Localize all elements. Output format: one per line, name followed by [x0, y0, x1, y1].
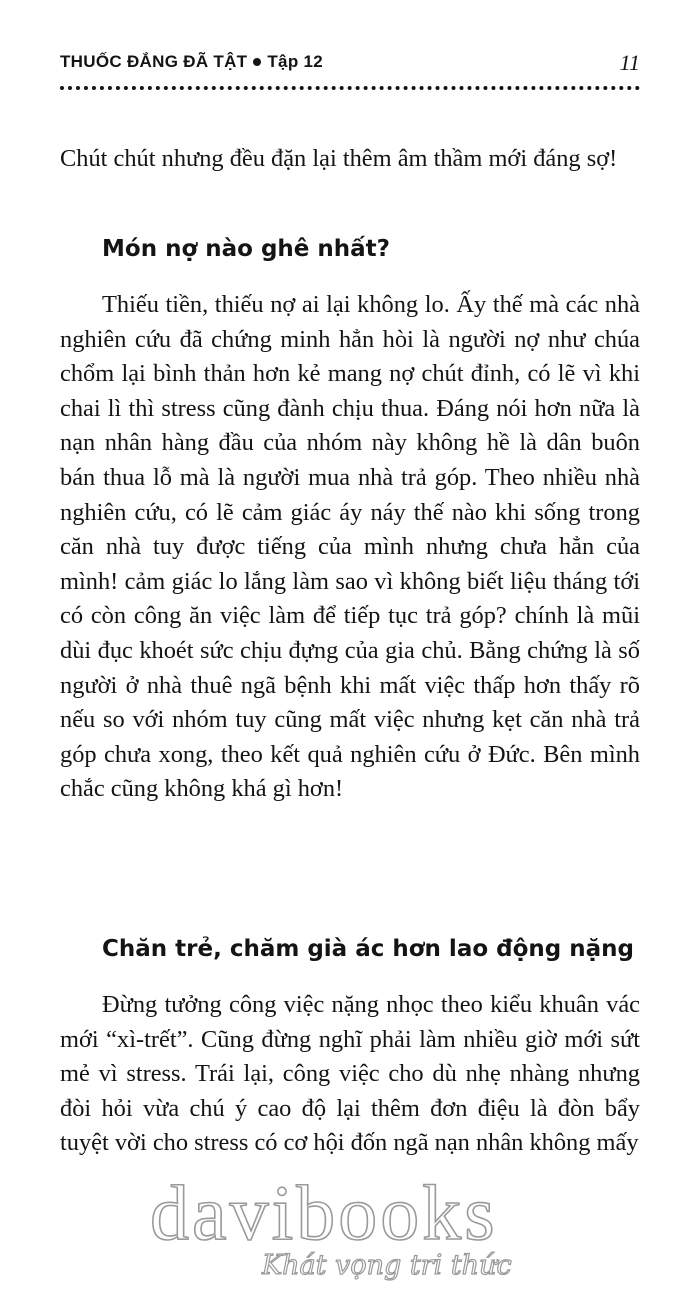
paragraph-2: Thiếu tiền, thiếu nợ ai lại không lo. Ấy thế mà các nhà nghiên cứu đã chứng minh hẳn hòi là người nợ như chúa chổm lại bình thản hơn kẻ mang nợ chút đỉnh, có lẽ vì khi chai lì thì stress cũng đành chịu thua. Đáng nói hơn nữa là nạn nhân hàng đầu của nhóm này không hề là dân buôn bán thua lỗ mà là người mua nhà trả góp. Theo nhiều nhà nghiên cứu, có lẽ cảm giác áy náy thế nào khi sống trong căn nhà tuy được tiếng của mình nhưng chưa hẳn của mình! cảm giác lo lắng làm sao vì không biết liệu tháng tới có còn công ăn việc làm để tiếp tục trả góp? chính là mũi dùi đục khoét sức chịu đựng của gia chủ. Bằng chứng là số người ở nhà thuê ngã bệnh khi mất việc thấp hơn thấy rõ nếu so với nhóm tuy cũng mất việc nhưng kẹt căn nhà trả góp chưa xong, theo kết quả nghiên cứu ở Đức. Bên mình chắc cũng không khá gì hơn!	[60, 291, 640, 803]
volume-label: Tập 12	[267, 52, 324, 71]
watermark-logo: davibooks	[150, 1169, 498, 1256]
bullet-icon	[253, 58, 261, 66]
publisher-watermark	[0, 1170, 700, 1290]
book-title: THUỐC ĐẮNG ĐÃ TẬT	[60, 52, 248, 71]
section-heading-2: Chăn trẻ, chăm già ác hơn lao động nặng	[102, 936, 634, 962]
running-header	[60, 50, 640, 76]
header-divider	[60, 86, 640, 90]
section-heading-1: Món nợ nào ghê nhất?	[102, 236, 391, 262]
watermark-slogan: Khát vọng tri thức	[262, 1250, 512, 1281]
page-number: 11	[619, 50, 640, 75]
running-title	[60, 52, 323, 72]
paragraph-1: Chút chút nhưng đều đặn lại thêm âm thầm mới đáng sợ!	[60, 145, 618, 172]
paragraph-3: Đừng tưởng công việc nặng nhọc theo kiểu khuân vác mới “xì-trết”. Cũng đừng nghĩ phải làm nhiều giờ mới sứt mẻ vì stress. Trái lại, công việc cho dù nhẹ nhàng nhưng đòi hỏi vừa chú ý cao độ lại thêm đơn điệu là đòn bẩy tuyệt vời cho stress có cơ hội đốn ngã nạn nhân không mấy	[60, 991, 640, 1157]
